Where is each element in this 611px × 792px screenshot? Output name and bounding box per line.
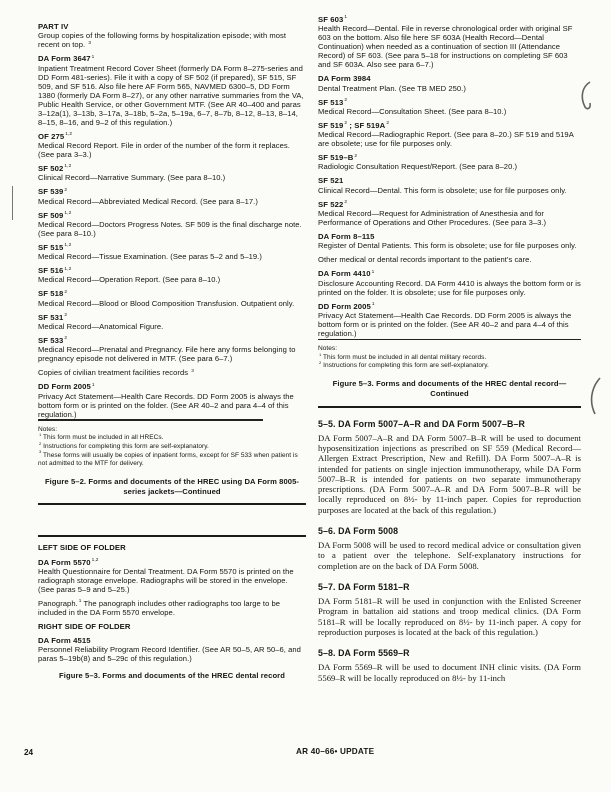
section-body: DA Form 5008 will be used to record medical advice or consultation given to a patient over the telephone. Self-explanatory instructions for completion are on the back of DA Form 5008. — [318, 540, 581, 571]
form-entry-body: Health Questionnaire for Dental Treatment. DA Form 5570 is printed on the radiograph storage envelope. Radiographs will be stored in the envelope. (See paras 5–9 and 5–25.) — [38, 566, 294, 594]
figure-5-3-continued-caption: Figure 5–3. Forms and documents of the HREC dental record—Continued — [332, 379, 567, 399]
form-entry-title: DA Form 3647$^1$ — [38, 54, 95, 64]
form-entry-body: Radiologic Consultation Request/Report. (See para 8–20.) — [318, 162, 518, 172]
form-entry — [38, 211, 306, 238]
form-entry — [38, 636, 306, 663]
form-entry — [318, 302, 581, 338]
form-entry-title: PART IV — [38, 22, 69, 31]
form-entry-title: SF $531^2$ — [38, 312, 68, 322]
notes-label: Notes: — [318, 344, 338, 352]
form-entry-title: SF 509$^{1,2}$ — [38, 210, 72, 220]
section-body: DA Form 5181–R will be used in conjunction with the Enlisted Screener Program in battalion aid stations and troop medical clinics. (DA Form 5181–R will be locally reproduced on 8½- by 11-inch paper. A copy for reproduction purposes is located at the back of this regulation.) — [318, 596, 581, 638]
form-entry — [318, 269, 581, 296]
notes-list — [38, 434, 306, 468]
form-entry-title: SF $603^1$ — [318, 15, 348, 24]
left-column — [38, 22, 306, 682]
form-entry-title: DA Form 5570$^{1,2}$ — [38, 557, 99, 567]
section-heading: 5–8. DA Form 5569–R — [318, 648, 410, 659]
form-entry-title: SF 521 — [318, 176, 344, 186]
figure-5-2-notes — [38, 426, 306, 469]
form-entry — [318, 98, 581, 116]
form-entry-title: DD Form 2005$^1$ — [318, 301, 375, 311]
form-entry-title: SF $533^2$ — [38, 335, 68, 345]
form-entry-body: Medical Record—Request for Administration of Anesthesia and for Performance of Operations and Other Procedures. (See para 3–3.) — [318, 208, 547, 228]
form-entry — [318, 232, 581, 250]
footnote: $^1$ This form must be included in all HRECs. — [39, 432, 164, 442]
form-entry-body: Medical Record—Consultation Sheet. (See para 8–10.) — [318, 106, 507, 116]
form-entry-title: DA Form 4515 — [38, 636, 91, 646]
figure-5-3-caption: Figure 5–3. Forms and documents of the HREC dental record — [59, 671, 285, 681]
figure-5-2-caption: Figure 5–2. Forms and documents of the HREC using DA Form 8005-series jackets—Continued — [44, 476, 300, 497]
form-entry-title: SF 516$^{1,2}$ — [38, 266, 72, 276]
form-entry — [38, 266, 306, 284]
form-entry-body: Inpatient Treatment Record Cover Sheet (formerly DA Form 8–275-series and DD Form 481-series). File it with a copy of SF 502 (if prepared), SF 515, SF 509, and SF 516. Also file here AF Form 565, NAVMED 6300–5, DD Form 1380 (formerly DA Form 8–27), or any other narrative summaries from the VA, Public Health Service, or other Government MTF. (See AR 40–400 and paras 3–12a(1), 3–13b, 3–17a, 3–18b, 5–2a, 5–19a, 6–7, 8–7b, 8–12, 8–13, 8–14, 8–15, 8–16, and 9–2 of this regulation.) — [38, 63, 304, 127]
form-entry — [318, 121, 581, 148]
form-entry-body: Medical Record—Blood or Blood Composition Transfusion. Outpatient only. — [38, 298, 295, 308]
form-entry-body: Dental Treatment Plan. (See TB MED 250.) — [318, 83, 466, 93]
form-entry — [38, 599, 306, 617]
form-entry — [38, 289, 306, 307]
table-bottom-rule — [318, 406, 581, 408]
form-entry-body: Medical Record—Operation Report. (See para 8–10.) — [38, 275, 221, 285]
form-entry-title: DA Form 8–115 — [318, 232, 375, 242]
form-entry — [38, 336, 306, 363]
form-entry-body: Other medical or dental records important to the patient's care. — [318, 255, 532, 265]
form-entry-body: Disclosure Accounting Record. DA Form 4410 is always the bottom form or is printed on the folder. It is obsolete; use for file purposes only. — [318, 278, 581, 297]
form-entry-title: SF $519-B^2$ — [318, 153, 358, 163]
form-entry-title: SF 502$^{1,2}$ — [38, 164, 72, 174]
form-entry-title: OF 275$^{1,2}$ — [38, 131, 73, 141]
form-entry-body: Medical Record—Doctors Progress Notes. SF 509 is the final discharge note. (See para 8–10.) — [38, 219, 302, 238]
form-entry-body: Medical Record—Anatomical Figure. — [38, 321, 164, 331]
form-entry — [318, 153, 581, 171]
regulation-section — [318, 648, 581, 683]
footnote: $^2$ Instructions for completing this form are self-explanatory. — [319, 360, 489, 370]
form-entry-body: Panograph.$^1$ The panograph includes other radiographs too large to be included in the DA Form 5570 envelope. — [38, 598, 281, 617]
form-entry-title: SF $522^2$ — [318, 199, 348, 209]
form-entry-title: DA Form 4410$^1$ — [318, 269, 375, 279]
form-entry-body: Clinical Record—Dental. This form is obsolete; use for file purposes only. — [318, 185, 567, 195]
form-entry-title: SF $519^2$ ; SF $519A^2$ — [318, 120, 390, 130]
form-entry-body: Medical Record—Tissue Examination. (See paras 5–2 and 5–19.) — [38, 252, 262, 262]
figure-5-3-notes — [318, 345, 581, 371]
form-entry-title: DD Form 2005$^1$ — [38, 382, 95, 392]
figure-5-3-form-list — [318, 15, 581, 338]
form-entry-body: Health Record—Dental. File in reverse chronological order with original SF 603 on the bottom. Also file here SF 603A (Health Record—Dental Continuation) when needed as a continuation of section III (Attendance Record) of SF 603. (See para 5–18 for instructions on completing SF 603 and SF 603A. Also see para 6–7.) — [318, 24, 573, 70]
form-entry — [38, 543, 306, 552]
form-entry-title: SF 515$^{1,2}$ — [38, 242, 72, 252]
right-column — [318, 15, 581, 683]
form-entry — [38, 368, 306, 377]
form-entry-body: Personnel Reliability Program Record Identifier. (See AR 50–5, AR 50–6, and paras 5–19b(8) and 5–29c of this regulation.) — [38, 645, 301, 664]
form-entry-title: SF $539^2$ — [38, 187, 68, 197]
pen-mark-left-margin — [12, 186, 13, 220]
figure-5-3-left-form-list — [38, 543, 306, 663]
form-entry-title: RIGHT SIDE OF FOLDER — [38, 621, 131, 631]
form-entry — [38, 313, 306, 331]
form-entry-title: SF $513^2$ — [318, 97, 348, 107]
form-entry — [38, 622, 306, 631]
form-entry — [38, 22, 306, 49]
form-entry-body: Privacy Act Statement—Health Care Records. DD Form 2005 is always the bottom form or is printed on the folder. (See AR 40–2 and para 4–4 of this regulation.) — [38, 391, 294, 419]
section-body: DA Form 5569–R will be used to document INH clinic visits. (DA Form 5569–R will be locally reproduced on 8½- by 11-inch — [318, 662, 581, 683]
form-entry — [318, 200, 581, 227]
notes-list — [318, 351, 581, 371]
footnote: $^3$ These forms will usually be copies of inpatient forms, except for SF 533 when patient is not admitted to the MTF for delivery. — [38, 449, 298, 468]
section-heading: 5–5. DA Form 5007–A–R and DA Form 5007–B–R — [318, 418, 525, 429]
form-entry — [38, 558, 306, 594]
regulation-section — [318, 526, 581, 571]
form-entry — [318, 176, 581, 194]
form-entry-body: Copies of civilian treatment facilities records $^3$ — [38, 367, 194, 378]
form-entry — [38, 243, 306, 261]
form-entry-title: LEFT SIDE OF FOLDER — [38, 543, 126, 553]
figure-5-2-form-list — [38, 22, 306, 419]
section-heading: 5–7. DA Form 5181–R — [318, 582, 410, 593]
doc-reference: AR 40–66• UPDATE — [296, 747, 375, 756]
form-entry-body: Medical Record—Abbreviated Medical Record. (See para 8–17.) — [38, 196, 258, 206]
table-top-rule — [38, 535, 306, 537]
form-entry — [38, 54, 306, 126]
body-sections — [318, 419, 581, 684]
footnote: $^1$ This form must be included in all dental military records. — [319, 351, 487, 361]
regulation-section — [318, 582, 581, 637]
form-entry — [38, 187, 306, 205]
regulation-section — [318, 419, 581, 516]
form-entry-body: Medical Record—Prenatal and Pregnancy. File here any forms belonging to pregnancy episode not delivered in MTF. (See para 6–7.) — [38, 345, 296, 364]
form-entry-body: Medical Record—Radiographic Report. (See para 8–20.) SF 519 and 519A are obsolete; use for file purposes only. — [318, 130, 574, 149]
form-entry — [38, 382, 306, 418]
form-entry — [38, 132, 306, 159]
form-entry-title: DA Form 3984 — [318, 74, 371, 84]
pen-mark-top-right — [577, 80, 595, 112]
section-body: DA Form 5007–A–R and DA Form 5007–B–R will be used to document hyposensitization injections as prescribed on SF 559 (Medical Record—Allergen Extract Prescription, New and Refill). DA Form 5007–A–R is intended for patients on single injection immunotherapy, while DA Form 5007–B–R is intended for patients on two separate immunotherapy prescriptions. (DA Form 5007–A–R and DA Form 5007–B–R will be locally reproduced on 8½- by 11-inch paper. Copies for reproduction purposes are located at the back of this regulation.) — [318, 432, 581, 515]
form-entry-body: Clinical Record—Narrative Summary. (See para 8–10.) — [38, 173, 226, 183]
form-entry-body: Register of Dental Patients. This form is obsolete; use for file purposes only. — [318, 241, 577, 251]
section-heading: 5–6. DA Form 5008 — [318, 526, 399, 537]
form-entry-body: Medical Record Report. File in order of the number of the form it replaces. (See para 3–3.) — [38, 140, 290, 160]
footnote: $^2$ Instructions for completing this form are self-explanatory. — [39, 440, 209, 451]
table-gap — [38, 505, 306, 529]
form-entry-title: SF $518^2$ — [38, 289, 68, 299]
form-entry — [38, 164, 306, 182]
page-number: 24 — [24, 748, 34, 757]
form-entry — [318, 15, 581, 69]
form-entry — [318, 74, 581, 92]
pen-mark-mid-right — [586, 376, 604, 416]
form-entry-body: Group copies of the following forms by hospitalization episode; with most recent on top. $^3$ — [38, 31, 287, 50]
form-entry — [318, 255, 581, 264]
form-entry-body: Privacy Act Statement—Health Cae Records. DD Form 2005 is always the bottom form or is printed on the folder. (See AR 40–2 and para 4–4 of this regulation.) — [318, 310, 572, 338]
notes-label: Notes: — [38, 425, 58, 433]
